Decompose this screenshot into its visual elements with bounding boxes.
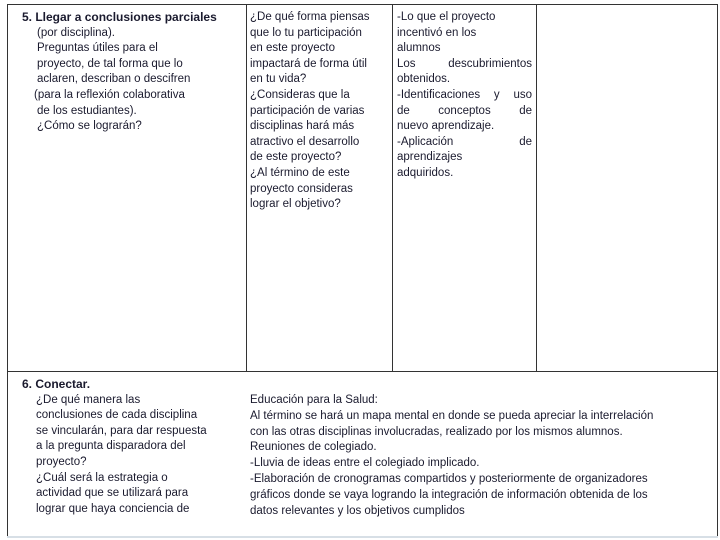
section6-heading: 6. Conectar. (22, 377, 91, 391)
section6-left-line: a la pregunta disparadora del (36, 440, 186, 453)
section6-right-line: datos relevantes y los objetivos cumplidos (250, 504, 465, 517)
section6-right-line: Reuniones de colegiado. (250, 441, 377, 454)
section5-left-line: proyecto, de tal forma que lo (37, 57, 183, 70)
section6-right-line: Al término se hará un mapa mental en donde se pueda apreciar la interrelación (250, 409, 654, 422)
section5-right-line: incentivó en los (397, 26, 477, 39)
section5-right-line: adquiridos. (397, 166, 454, 179)
section6-left-line: lograr que haya conciencia de (36, 502, 190, 515)
section5-right-line: alumnos (397, 42, 441, 55)
section5-right-cell (397, 10, 532, 182)
section6-left-line: actividad que se utilizará para (36, 487, 189, 500)
section6-left-line: ¿Cuál será la estrategia o (36, 471, 168, 484)
section5-middle-line: atractivo el desarrollo (250, 135, 360, 148)
section5-right-line: aprendizajes (397, 151, 463, 164)
section5-left-line: Preguntas útiles para el (37, 42, 158, 55)
column-divider-1 (246, 4, 247, 372)
section5-right-line: Los descubrimientos (397, 57, 532, 70)
section5-middle-line: impactará de forma útil (250, 57, 367, 70)
section5-middle-line: en tu vida? (250, 73, 307, 86)
section5-heading: 5. Llegar a conclusiones parciales (22, 10, 217, 24)
section5-middle-line: ¿Al término de este (250, 166, 350, 179)
section5-right-line: obtenidos. (397, 73, 451, 86)
section6-right-line: -Lluvia de ideas entre el colegiado implicado. (250, 457, 480, 470)
section6-left-line: proyecto? (36, 455, 87, 468)
section5-left-line: aclaren, describan o descifren (37, 73, 191, 86)
section5-left-line: (para la reflexión colaborativa (34, 88, 185, 101)
section6-right-cell (250, 393, 712, 519)
column-divider-3 (536, 4, 537, 372)
section5-right-line: de conceptos de (397, 104, 532, 117)
section5-middle-line: ¿Consideras que la (250, 88, 350, 101)
section5-left-line: ¿Cómo se lograrán? (37, 120, 142, 133)
section5-left-cell (22, 10, 242, 135)
section6-left-line: se vincularán, para dar respuesta (36, 424, 207, 437)
section5-middle-line: ¿De qué forma piensas (250, 11, 370, 23)
row-divider (7, 371, 718, 372)
section6-left-line: ¿De qué manera las (36, 393, 141, 406)
section6-right-line: con las otras disciplinas involucradas, realizado por los mismos alumnos. (250, 425, 623, 438)
column-divider-2 (392, 4, 393, 372)
section5-middle-line: lograr el objetivo? (250, 198, 341, 211)
section5-right-line: -Identificaciones y uso (397, 88, 532, 101)
section5-middle-line: que lo tu participación (250, 26, 362, 39)
section5-middle-line: proyecto consideras (250, 182, 353, 195)
section6-left-line: conclusiones de cada disciplina (36, 409, 198, 422)
section5-middle-line: participación de varias (250, 104, 365, 117)
section6-left-cell (22, 377, 244, 517)
section6-right-line: -Elaboración de cronogramas compartidos y posteriormente de organizadores (250, 472, 648, 485)
section6-right-line: gráficos donde se vaya logrando la integración de información obtenida de los (250, 488, 648, 501)
section5-right-line: -Lo que el proyecto (397, 11, 496, 23)
section5-left-line: (por disciplina). (37, 26, 115, 39)
section5-right-line: nuevo aprendizaje. (397, 120, 495, 133)
section5-left-line: de los estudiantes). (37, 104, 137, 117)
section5-right-line: -Aplicación de (397, 135, 532, 148)
section6-right-line: Educación para la Salud: (250, 394, 378, 406)
section5-middle-cell (250, 10, 390, 213)
page-bottom-strip (7, 536, 718, 538)
section5-middle-line: disciplinas hará más (250, 120, 355, 133)
section5-middle-line: en este proyecto (250, 42, 336, 55)
section5-middle-line: de este proyecto? (250, 151, 342, 164)
